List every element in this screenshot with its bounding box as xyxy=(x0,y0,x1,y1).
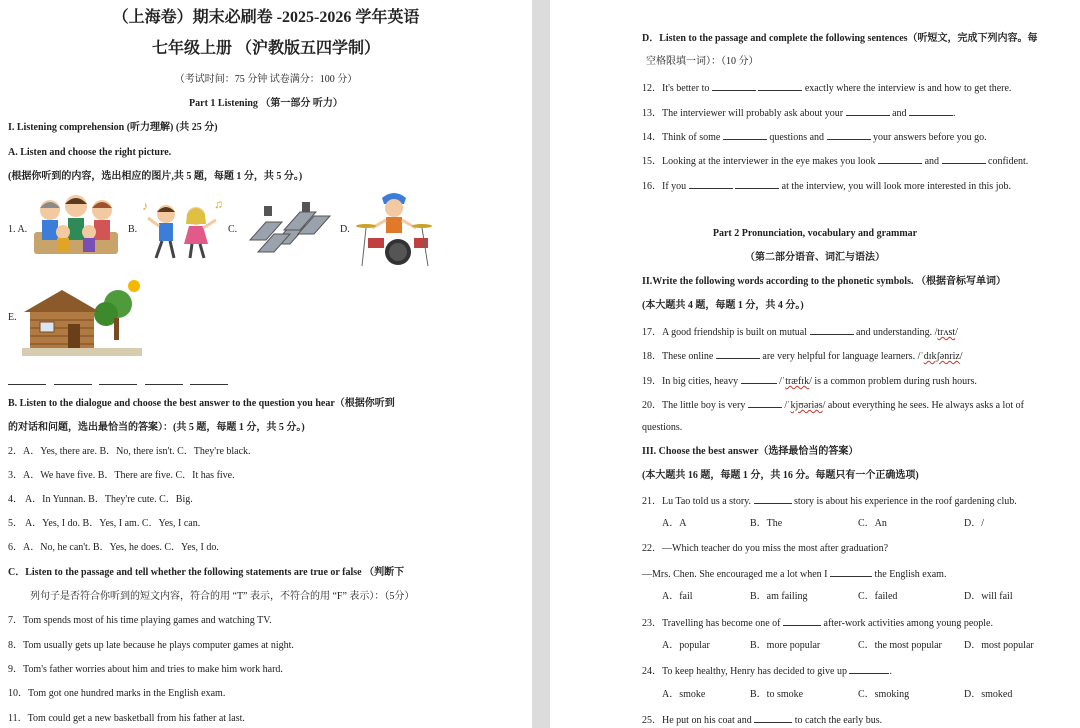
family-picture xyxy=(30,192,122,262)
statement-8: 8．Tom usually gets up late because he plays computer games at night. xyxy=(8,640,294,651)
question-22: 22．—Which teacher do you miss the most after graduation? xyxy=(642,543,889,554)
answer-blanks xyxy=(8,374,228,389)
pic-label-b: B. xyxy=(128,224,138,235)
question-25: 25．He put on his coat and to catch the early bus. xyxy=(642,712,882,727)
question-3: 3．A．We have five. B．There are five. C．It has five. xyxy=(8,470,235,481)
question-23: 23．Travelling has become one of after-work activities among young people. xyxy=(642,615,993,630)
section-b-note: 的对话和问题，选出最恰当的答案）：(共 5 题，每题 1 分，共 5 分。) xyxy=(8,422,305,433)
exam-subtitle: 七年级上册 （沪教版五四学制） xyxy=(151,40,380,57)
part2-heading: Part 2 Pronunciation, vocabulary and grammar xyxy=(712,228,918,239)
question-15: 15．Looking at the interviewer in the eye makes you look and confident. xyxy=(642,153,1028,168)
pic-label-d: D. xyxy=(340,224,350,235)
q24-option-d: D．smoked xyxy=(964,689,1013,700)
pic-label-a: 1. A. xyxy=(8,224,28,235)
question-21: 21．Lu Tao told us a story. story is about his experience in the roof gardening club. xyxy=(642,493,1017,508)
q22-option-b: B．am failing xyxy=(750,591,808,602)
question-14: 14．Think of some questions and your answers before you go. xyxy=(642,129,987,144)
dancing-kids-picture xyxy=(140,196,226,262)
section-2-heading: II.Write the following words according to the phonetic symbols. （根据音标写单词） xyxy=(642,276,1006,287)
q23-option-a: A．popular xyxy=(662,640,710,651)
q24-option-c: C．smoking xyxy=(858,689,910,700)
question-6: 6．A．No, he can't. B．Yes, he does. C．Yes, I do. xyxy=(8,542,219,553)
question-2: 2．A．Yes, there are. B．No, there isn't. C．They're black. xyxy=(8,446,251,457)
question-12: 12．It's better to exactly where the interview is and how to get there. xyxy=(642,80,1011,95)
section-2-note: (本大题共 4 题，每题 1 分，共 4 分。) xyxy=(642,300,804,311)
pic-label-c: C. xyxy=(228,224,238,235)
section-c-heading: C．Listen to the passage and tell whether the following statements are true or false （判断下 xyxy=(8,567,405,578)
q23-option-b: B．more popular xyxy=(750,640,821,651)
q22-option-a: A．fail xyxy=(662,591,693,602)
part1-heading: Part 1 Listening （第一部分 听力） xyxy=(189,98,343,109)
q24-option-a: A．smoke xyxy=(662,689,706,700)
question-16: 16．If you at the interview, you will look more interested in this job. xyxy=(642,178,1011,193)
question-19: 19．In big cities, heavy /ˈtræfɪk/ is a common problem during rush hours. xyxy=(642,373,977,388)
statement-11: 11．Tom could get a new basketball from his father at last. xyxy=(8,713,245,724)
question-20-cont: questions. xyxy=(642,422,683,433)
svg-text:♫: ♫ xyxy=(214,197,223,211)
q21-option-a: A．A xyxy=(662,518,687,529)
q21-option-b: B．The xyxy=(750,518,783,529)
right-page xyxy=(550,0,1080,728)
q24-option-b: B．to smoke xyxy=(750,689,804,700)
section-b-heading: B. Listen to the dialogue and choose the best answer to the question you hear（根据你听到 xyxy=(8,398,395,409)
section-1-heading: I. Listening comprehension (听力理解) (共 25 分) xyxy=(8,122,218,133)
section-d-note: 空格限填一词）：（10 分） xyxy=(646,56,759,67)
svg-text:♪: ♪ xyxy=(142,199,148,213)
computers-picture xyxy=(244,200,338,256)
section-a-heading: A. Listen and choose the right picture. xyxy=(8,147,172,158)
question-13: 13．The interviewer will probably ask about your and . xyxy=(642,105,956,120)
question-24: 24．To keep healthy, Henry has decided to give up . xyxy=(642,663,892,678)
section-a-note: (根据你听到的内容，选出相应的图片,共 5 题，每题 1 分，共 5 分。) xyxy=(8,171,303,182)
question-22-reply: —Mrs. Chen. She encouraged me a lot when I the English exam. xyxy=(642,566,946,581)
drummer-picture xyxy=(352,190,434,268)
q22-option-d: D．will fail xyxy=(964,591,1013,602)
section-3-note: (本大题共 16 题，每题 1 分，共 16 分。每题只有一个正确选项) xyxy=(642,470,919,481)
section-3-heading: III. Choose the best answer（选择最恰当的答案） xyxy=(642,446,859,457)
q23-option-d: D．most popular xyxy=(964,640,1034,651)
q21-option-c: C．An xyxy=(858,518,887,529)
question-4: 4． A．In Yunnan. B．They're cute. C．Big. xyxy=(8,494,193,505)
q21-option-d: D．/ xyxy=(964,518,984,529)
statement-7: 7．Tom spends most of his time playing games and watching TV. xyxy=(8,615,272,626)
q22-option-c: C．failed xyxy=(858,591,898,602)
question-5: 5． A．Yes, I do. B．Yes, I am. C．Yes, I can. xyxy=(8,518,201,529)
exam-title: （上海卷）期末必刷卷 -2025-2026 学年英语 xyxy=(112,9,420,26)
question-17: 17．A good friendship is built on mutual and understanding. /trʌst/ xyxy=(642,324,958,339)
part2-heading-cn: （第二部分语音、词汇与语法） xyxy=(745,252,885,263)
section-d-heading: D．Listen to the passage and complete the following sentences（听短文，完成下列内容。每 xyxy=(642,33,1038,44)
left-page xyxy=(0,0,532,728)
exam-info: （考试时间：75 分钟 试卷满分：100 分） xyxy=(174,74,358,85)
question-18: 18．These online are very helpful for language learners. /ˈdɪkʃənriz/ xyxy=(642,348,963,363)
section-c-note: 列句子是否符合你听到的短文内容，符合的用 “T” 表示，不符合的用 “F” 表示）：（5分） xyxy=(30,591,415,602)
pic-label-e: E. xyxy=(8,312,17,323)
wooden-house-picture xyxy=(22,278,146,358)
statement-10: 10．Tom got one hundred marks in the English exam. xyxy=(8,688,226,699)
statement-9: 9．Tom's father worries about him and tries to make him work hard. xyxy=(8,664,283,675)
q23-option-c: C．the most popular xyxy=(858,640,942,651)
question-20: 20．The little boy is very /ˈkjʊəriəs/ about everything he sees. He always asks a lot of xyxy=(642,397,1024,412)
